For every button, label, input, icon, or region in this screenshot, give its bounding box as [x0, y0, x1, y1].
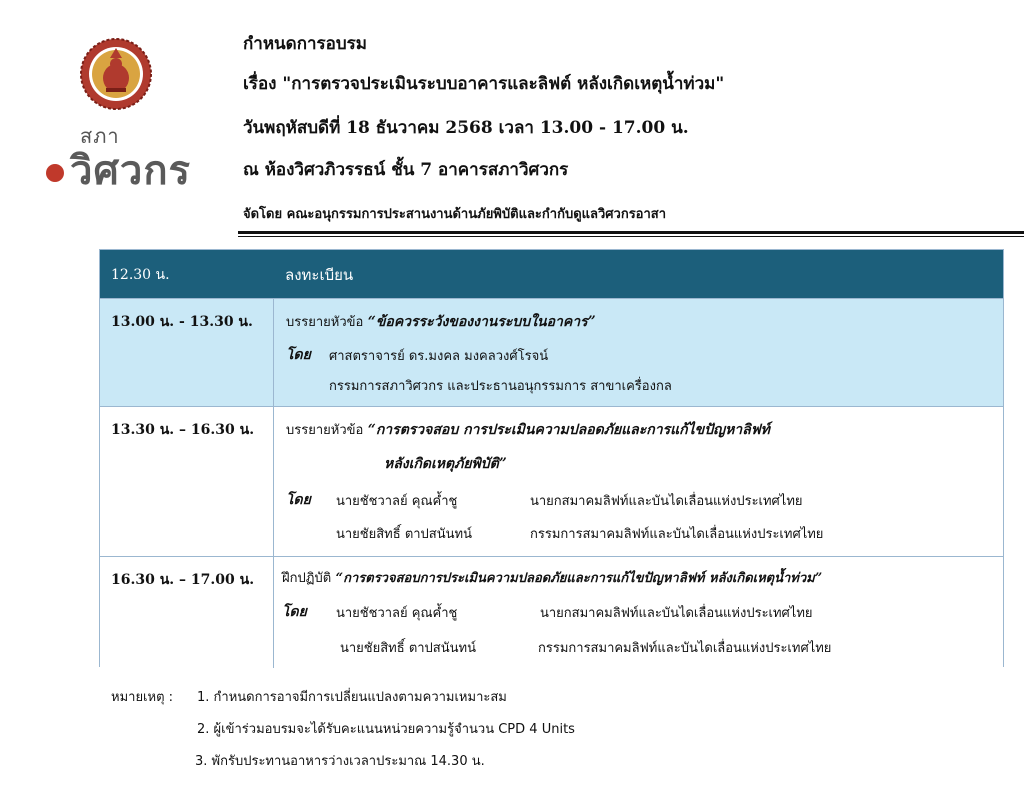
speaker-name: นายชัชวาลย์ คุณค้ำชู	[336, 494, 458, 509]
time-cell: 13.30 น. – 16.30 น.	[111, 422, 255, 438]
table-row-session-2	[100, 406, 1003, 556]
header-title: กำหนดการอบรม	[243, 34, 368, 54]
speaker-name: นายชัยสิทธิ์ ตาปสนันทน์	[336, 527, 472, 542]
topic-title: “การตรวจสอบ การประเมินความปลอดภัยและการแก้ไขปัญหาลิฟท์	[367, 422, 770, 438]
time-cell: 16.30 น. – 17.00 น.	[111, 572, 255, 588]
logo-text-small: สภา	[80, 124, 120, 148]
activity-cell	[273, 557, 1003, 668]
topic-prefix: ฝึกปฏิบัติ	[282, 571, 332, 586]
note-item-2: 2. ผู้เข้าร่วมอบรมจะได้รับคะแนนหน่วยความรู้จำนวน CPD 4 Units	[197, 722, 575, 737]
speaker-role: นายกสมาคมลิฟท์และบันไดเลื่อนแห่งประเทศไทย	[540, 606, 813, 621]
speaker-role: กรรมการสภาวิศวกร และประธานอนุกรรมการ สาขาเครื่องกล	[329, 379, 672, 394]
time-cell: 12.30 น.	[111, 267, 170, 283]
speaker-role: นายกสมาคมลิฟท์และบันไดเลื่อนแห่งประเทศไทย	[530, 494, 803, 509]
by-label: โดย	[286, 492, 311, 508]
topic-line	[282, 567, 822, 588]
header-organizer: จัดโดย คณะอนุกรรมการประสานงานด้านภัยพิบัติและกำกับดูแลวิศวกรอาสา	[243, 207, 667, 222]
topic-line	[286, 311, 596, 333]
activity-cell	[273, 250, 1003, 298]
header-rule-thick	[238, 231, 1024, 234]
header-venue: ณ ห้องวิศวภิวรรธน์ ชั้น 7 อาคารสภาวิศวกร	[243, 160, 569, 180]
table-row-session-3	[100, 556, 1003, 668]
header-rule-thin	[238, 236, 1024, 237]
time-cell: 13.00 น. - 13.30 น.	[111, 314, 253, 330]
logo-text-large: วิศวกร	[70, 148, 192, 194]
notes-label: หมายเหตุ :	[111, 690, 174, 705]
speaker-name: นายชัชวาลย์ คุณค้ำชู	[336, 606, 458, 621]
by-label: โดย	[282, 604, 307, 620]
logo-dot	[46, 164, 64, 182]
table-row-session-1	[100, 298, 1003, 406]
header-subject: เรื่อง "การตรวจประเมินระบบอาคารและลิฟต์ หลังเกิดเหตุน้ำท่วม"	[243, 74, 725, 94]
topic-title: “ข้อควรระวังของงานระบบในอาคาร”	[367, 314, 596, 330]
speaker-name: ศาสตราจารย์ ดร.มงคล มงคลวงศ์โรจน์	[329, 349, 549, 364]
note-item-1: 1. กำหนดการอาจมีการเปลี่ยนแปลงตามความเหมาะสม	[197, 690, 507, 705]
table-row-registration	[100, 250, 1003, 298]
speaker-role: กรรมการสมาคมลิฟท์และบันไดเลื่อนแห่งประเทศไทย	[538, 641, 832, 656]
activity-cell	[273, 407, 1003, 556]
topic-title: “การตรวจสอบการประเมินความปลอดภัยและการแก้ไขปัญหาลิฟท์ หลังเกิดเหตุน้ำท่วม”	[335, 571, 823, 586]
schedule-table	[99, 249, 1004, 667]
topic-prefix: บรรยายหัวข้อ	[286, 315, 364, 330]
registration-label: ลงทะเบียน	[285, 266, 354, 284]
activity-cell	[273, 299, 1003, 406]
topic-line	[286, 419, 770, 441]
speaker-name: นายชัยสิทธิ์ ตาปสนันทน์	[340, 641, 476, 656]
coe-logo	[38, 38, 228, 194]
topic-prefix: บรรยายหัวข้อ	[286, 423, 364, 438]
note-item-3: 3. พักรับประทานอาหารว่างเวลาประมาณ 14.30 น.	[195, 754, 485, 769]
header-date: วันพฤหัสบดีที่ 18 ธันวาคม 2568 เวลา 13.00 - 17.00 น.	[243, 118, 689, 138]
topic-title-continued: หลังเกิดเหตุภัยพิบัติ”	[384, 456, 507, 472]
speaker-role: กรรมการสมาคมลิฟท์และบันไดเลื่อนแห่งประเทศไทย	[530, 527, 824, 542]
coe-seal-icon	[80, 38, 152, 110]
by-label: โดย	[286, 347, 311, 363]
